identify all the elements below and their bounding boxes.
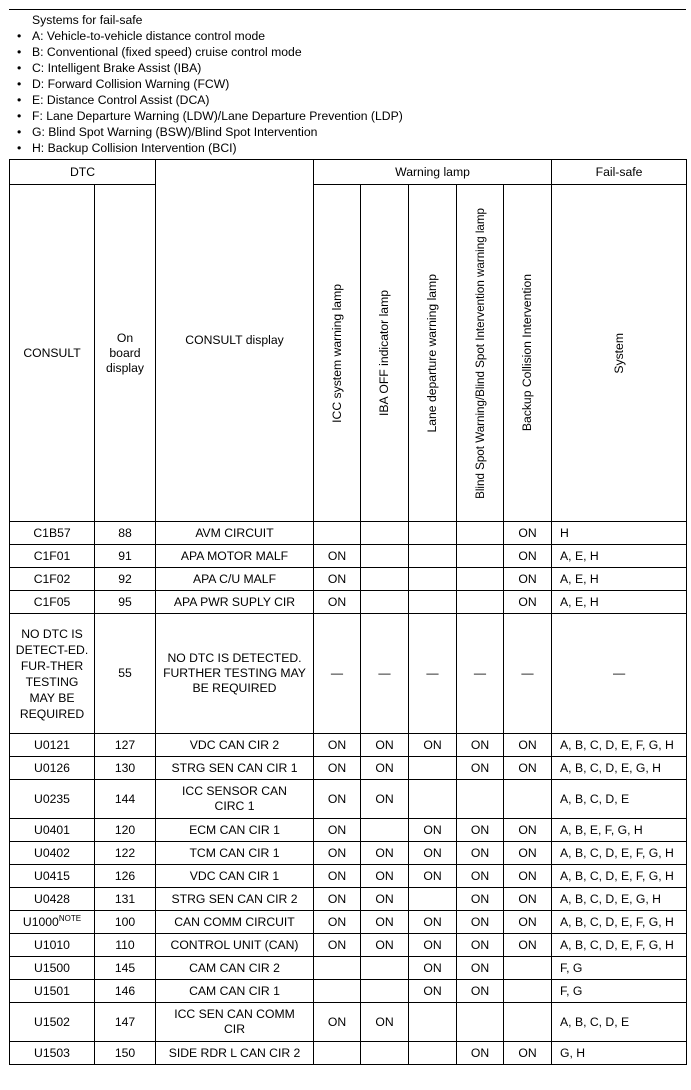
cell-system: A, B, C, D, E xyxy=(552,1003,687,1042)
cell-display: STRG SEN CAN CIR 2 xyxy=(156,888,314,911)
cell-bsw xyxy=(457,591,504,614)
cell-consult: C1F05 xyxy=(10,591,95,614)
cell-icc: ON xyxy=(314,757,361,780)
legend-item: • G: Blind Spot Warning (BSW)/Blind Spot Intervention xyxy=(13,124,686,140)
cell-code: 55 xyxy=(95,614,156,734)
table-row xyxy=(10,888,687,911)
table-row xyxy=(10,865,687,888)
cell-system: — xyxy=(552,614,687,734)
table-row xyxy=(10,957,687,980)
cell-display: TCM CAN CIR 1 xyxy=(156,842,314,865)
cell-consult: NO DTC IS DETECT-ED. FUR-THER TESTING MAY BE REQUIRED xyxy=(10,614,95,734)
cell-iba: ON xyxy=(361,780,409,819)
cell-bci: ON xyxy=(504,568,552,591)
table-row xyxy=(10,819,687,842)
header-consult-display: CONSULT display xyxy=(156,160,314,522)
cell-display: APA C/U MALF xyxy=(156,568,314,591)
table-row xyxy=(10,780,687,819)
cell-system: G, H xyxy=(552,1042,687,1065)
cell-code: 91 xyxy=(95,545,156,568)
cell-bsw: ON xyxy=(457,911,504,934)
cell-display: CAM CAN CIR 1 xyxy=(156,980,314,1003)
cell-icc: ON xyxy=(314,911,361,934)
cell-system: A, E, H xyxy=(552,568,687,591)
cell-lane xyxy=(409,1003,457,1042)
cell-display: STRG SEN CAN CIR 1 xyxy=(156,757,314,780)
table-row xyxy=(10,522,687,545)
cell-bsw xyxy=(457,568,504,591)
cell-system: A, B, C, D, E, G, H xyxy=(552,888,687,911)
cell-bsw: — xyxy=(457,614,504,734)
cell-bci: ON xyxy=(504,1042,552,1065)
header-dtc: DTC xyxy=(10,160,156,185)
header-system xyxy=(552,185,687,522)
cell-display: NO DTC IS DETECTED. FURTHER TESTING MAY BE REQUIRED xyxy=(156,614,314,734)
cell-bsw: ON xyxy=(457,734,504,757)
table-row xyxy=(10,842,687,865)
header-bsw-lamp xyxy=(457,185,504,522)
cell-system: A, B, C, D, E, G, H xyxy=(552,757,687,780)
cell-icc: ON xyxy=(314,780,361,819)
cell-lane xyxy=(409,545,457,568)
legend-heading: Systems for fail-safe xyxy=(32,13,143,27)
header-lane-lamp-label: Lane departure warning lamp xyxy=(425,273,439,433)
header-iba-lamp xyxy=(361,185,409,522)
cell-lane xyxy=(409,568,457,591)
cell-display: VDC CAN CIR 2 xyxy=(156,734,314,757)
cell-code: 144 xyxy=(95,780,156,819)
table-row xyxy=(10,911,687,934)
cell-bci: ON xyxy=(504,842,552,865)
cell-iba xyxy=(361,980,409,1003)
table-row xyxy=(10,934,687,957)
cell-bsw: ON xyxy=(457,757,504,780)
cell-consult: U0402 xyxy=(10,842,95,865)
cell-lane: ON xyxy=(409,957,457,980)
cell-lane: ON xyxy=(409,734,457,757)
cell-display: CONTROL UNIT (CAN) xyxy=(156,934,314,957)
cell-code: 130 xyxy=(95,757,156,780)
cell-iba: ON xyxy=(361,734,409,757)
cell-icc: — xyxy=(314,614,361,734)
table-row xyxy=(10,1003,687,1042)
cell-iba: ON xyxy=(361,911,409,934)
cell-bsw xyxy=(457,522,504,545)
cell-lane xyxy=(409,888,457,911)
cell-consult: C1F02 xyxy=(10,568,95,591)
cell-consult: C1B57 xyxy=(10,522,95,545)
cell-bci xyxy=(504,957,552,980)
legend-item: • C: Intelligent Brake Assist (IBA) xyxy=(13,60,686,76)
cell-icc: ON xyxy=(314,888,361,911)
cell-icc: ON xyxy=(314,819,361,842)
cell-icc: ON xyxy=(314,734,361,757)
cell-code: 122 xyxy=(95,842,156,865)
cell-system: F, G xyxy=(552,980,687,1003)
header-bci xyxy=(504,185,552,522)
cell-lane: ON xyxy=(409,819,457,842)
legend-item: • D: Forward Collision Warning (FCW) xyxy=(13,76,686,92)
table-row xyxy=(10,614,687,734)
table-row xyxy=(10,757,687,780)
cell-system: A, E, H xyxy=(552,545,687,568)
legend-item: • E: Distance Control Assist (DCA) xyxy=(13,92,686,108)
header-warning-lamp: Warning lamp xyxy=(314,160,552,185)
cell-icc: ON xyxy=(314,591,361,614)
cell-bci: ON xyxy=(504,545,552,568)
cell-lane xyxy=(409,522,457,545)
cell-lane: ON xyxy=(409,865,457,888)
cell-consult: U1502 xyxy=(10,1003,95,1042)
cell-iba xyxy=(361,522,409,545)
legend-item: • F: Lane Departure Warning (LDW)/Lane Departure Prevention (LDP) xyxy=(13,108,686,124)
cell-consult: U1503 xyxy=(10,1042,95,1065)
cell-system: A, B, C, D, E, F, G, H xyxy=(552,865,687,888)
cell-code: 147 xyxy=(95,1003,156,1042)
cell-bci: ON xyxy=(504,865,552,888)
legend-item: • H: Backup Collision Intervention (BCI) xyxy=(13,140,686,156)
header-system-label: System xyxy=(611,332,626,374)
cell-icc: ON xyxy=(314,568,361,591)
cell-consult: U0415 xyxy=(10,865,95,888)
cell-display: ICC SENSOR CAN CIRC 1 xyxy=(156,780,314,819)
cell-icc xyxy=(314,957,361,980)
cell-code: 131 xyxy=(95,888,156,911)
header-fail-safe: Fail-safe xyxy=(552,160,687,185)
cell-code: 120 xyxy=(95,819,156,842)
cell-iba xyxy=(361,545,409,568)
cell-code: 126 xyxy=(95,865,156,888)
cell-bci: ON xyxy=(504,888,552,911)
legend-list xyxy=(13,28,686,156)
cell-code: 95 xyxy=(95,591,156,614)
cell-bsw: ON xyxy=(457,842,504,865)
cell-iba: ON xyxy=(361,842,409,865)
cell-bci: — xyxy=(504,614,552,734)
note-marker: NOTE xyxy=(58,913,82,923)
cell-system: A, B, E, F, G, H xyxy=(552,819,687,842)
cell-bci: ON xyxy=(504,934,552,957)
cell-iba xyxy=(361,591,409,614)
cell-icc: ON xyxy=(314,934,361,957)
table-row xyxy=(10,980,687,1003)
cell-code: 110 xyxy=(95,934,156,957)
cell-display: ICC SEN CAN COMM CIR xyxy=(156,1003,314,1042)
cell-system: A, B, C, D, E, F, G, H xyxy=(552,911,687,934)
cell-consult: U0121 xyxy=(10,734,95,757)
cell-iba: ON xyxy=(361,888,409,911)
table-row xyxy=(10,568,687,591)
cell-display: APA PWR SUPLY CIR xyxy=(156,591,314,614)
header-icc-lamp xyxy=(314,185,361,522)
cell-code: 100 xyxy=(95,911,156,934)
cell-lane: ON xyxy=(409,934,457,957)
cell-icc xyxy=(314,980,361,1003)
cell-lane: — xyxy=(409,614,457,734)
cell-iba: ON xyxy=(361,865,409,888)
cell-code: 150 xyxy=(95,1042,156,1065)
cell-code: 88 xyxy=(95,522,156,545)
cell-system: A, B, C, D, E xyxy=(552,780,687,819)
cell-lane: ON xyxy=(409,842,457,865)
cell-display: SIDE RDR L CAN CIR 2 xyxy=(156,1042,314,1065)
cell-system: A, B, C, D, E, F, G, H xyxy=(552,934,687,957)
cell-consult: U0235 xyxy=(10,780,95,819)
header-iba-lamp-label: IBA OFF indicator lamp xyxy=(377,290,391,416)
cell-icc: ON xyxy=(314,1003,361,1042)
cell-iba xyxy=(361,568,409,591)
cell-consult-code: U1000 xyxy=(22,914,59,929)
cell-iba: — xyxy=(361,614,409,734)
cell-consult: U0428 xyxy=(10,888,95,911)
cell-lane: ON xyxy=(409,980,457,1003)
cell-bsw: ON xyxy=(457,1042,504,1065)
cell-iba: ON xyxy=(361,934,409,957)
legend-item: • B: Conventional (fixed speed) cruise control mode xyxy=(13,44,686,60)
cell-code: 146 xyxy=(95,980,156,1003)
cell-display: AVM CIRCUIT xyxy=(156,522,314,545)
cell-bci: ON xyxy=(504,522,552,545)
cell-icc: ON xyxy=(314,865,361,888)
cell-bsw: ON xyxy=(457,865,504,888)
cell-consult xyxy=(10,911,95,934)
cell-system: A, E, H xyxy=(552,591,687,614)
cell-bsw xyxy=(457,545,504,568)
cell-consult: U1500 xyxy=(10,957,95,980)
cell-icc xyxy=(314,522,361,545)
cell-display: ECM CAN CIR 1 xyxy=(156,819,314,842)
cell-bci xyxy=(504,1003,552,1042)
cell-bci: ON xyxy=(504,734,552,757)
cell-iba: ON xyxy=(361,757,409,780)
table-row xyxy=(10,1042,687,1065)
header-bsw-lamp-label: Blind Spot Warning/Blind Spot Intervention warning lamp xyxy=(473,207,487,499)
cell-lane xyxy=(409,757,457,780)
cell-consult: U1501 xyxy=(10,980,95,1003)
table-row xyxy=(10,591,687,614)
header-consult: CONSULT xyxy=(10,185,95,522)
cell-system: A, B, C, D, E, F, G, H xyxy=(552,734,687,757)
dtc-table xyxy=(9,159,687,1065)
cell-system: F, G xyxy=(552,957,687,980)
cell-display: CAM CAN CIR 2 xyxy=(156,957,314,980)
cell-code: 92 xyxy=(95,568,156,591)
cell-consult: U0126 xyxy=(10,757,95,780)
header-lane-lamp xyxy=(409,185,457,522)
cell-lane xyxy=(409,591,457,614)
cell-lane: ON xyxy=(409,911,457,934)
cell-code: 145 xyxy=(95,957,156,980)
cell-system: H xyxy=(552,522,687,545)
cell-iba xyxy=(361,957,409,980)
cell-bci: ON xyxy=(504,819,552,842)
cell-bsw: ON xyxy=(457,819,504,842)
cell-icc: ON xyxy=(314,545,361,568)
cell-bsw: ON xyxy=(457,888,504,911)
cell-bsw: ON xyxy=(457,934,504,957)
fail-safe-legend xyxy=(9,9,686,158)
cell-bsw xyxy=(457,1003,504,1042)
cell-bci: ON xyxy=(504,911,552,934)
cell-bci: ON xyxy=(504,591,552,614)
cell-bci xyxy=(504,980,552,1003)
cell-display: CAN COMM CIRCUIT xyxy=(156,911,314,934)
cell-lane xyxy=(409,1042,457,1065)
cell-bsw xyxy=(457,780,504,819)
cell-system: A, B, C, D, E, F, G, H xyxy=(552,842,687,865)
cell-iba: ON xyxy=(361,1003,409,1042)
cell-bsw: ON xyxy=(457,980,504,1003)
cell-display: APA MOTOR MALF xyxy=(156,545,314,568)
cell-bsw: ON xyxy=(457,957,504,980)
header-icc-lamp-label: ICC system warning lamp xyxy=(329,283,344,423)
cell-iba xyxy=(361,1042,409,1065)
cell-icc: ON xyxy=(314,842,361,865)
cell-lane xyxy=(409,780,457,819)
cell-iba xyxy=(361,819,409,842)
table-row xyxy=(10,545,687,568)
cell-bci xyxy=(504,780,552,819)
cell-icc xyxy=(314,1042,361,1065)
cell-code: 127 xyxy=(95,734,156,757)
legend-item: • A: Vehicle-to-vehicle distance control mode xyxy=(13,28,686,44)
cell-consult: U1010 xyxy=(10,934,95,957)
header-bci-label: Backup Collision Intervention xyxy=(520,274,535,432)
cell-consult: U0401 xyxy=(10,819,95,842)
cell-consult: C1F01 xyxy=(10,545,95,568)
cell-bci: ON xyxy=(504,757,552,780)
cell-display: VDC CAN CIR 1 xyxy=(156,865,314,888)
table-row xyxy=(10,734,687,757)
header-on-board-display: On board display xyxy=(95,185,156,522)
